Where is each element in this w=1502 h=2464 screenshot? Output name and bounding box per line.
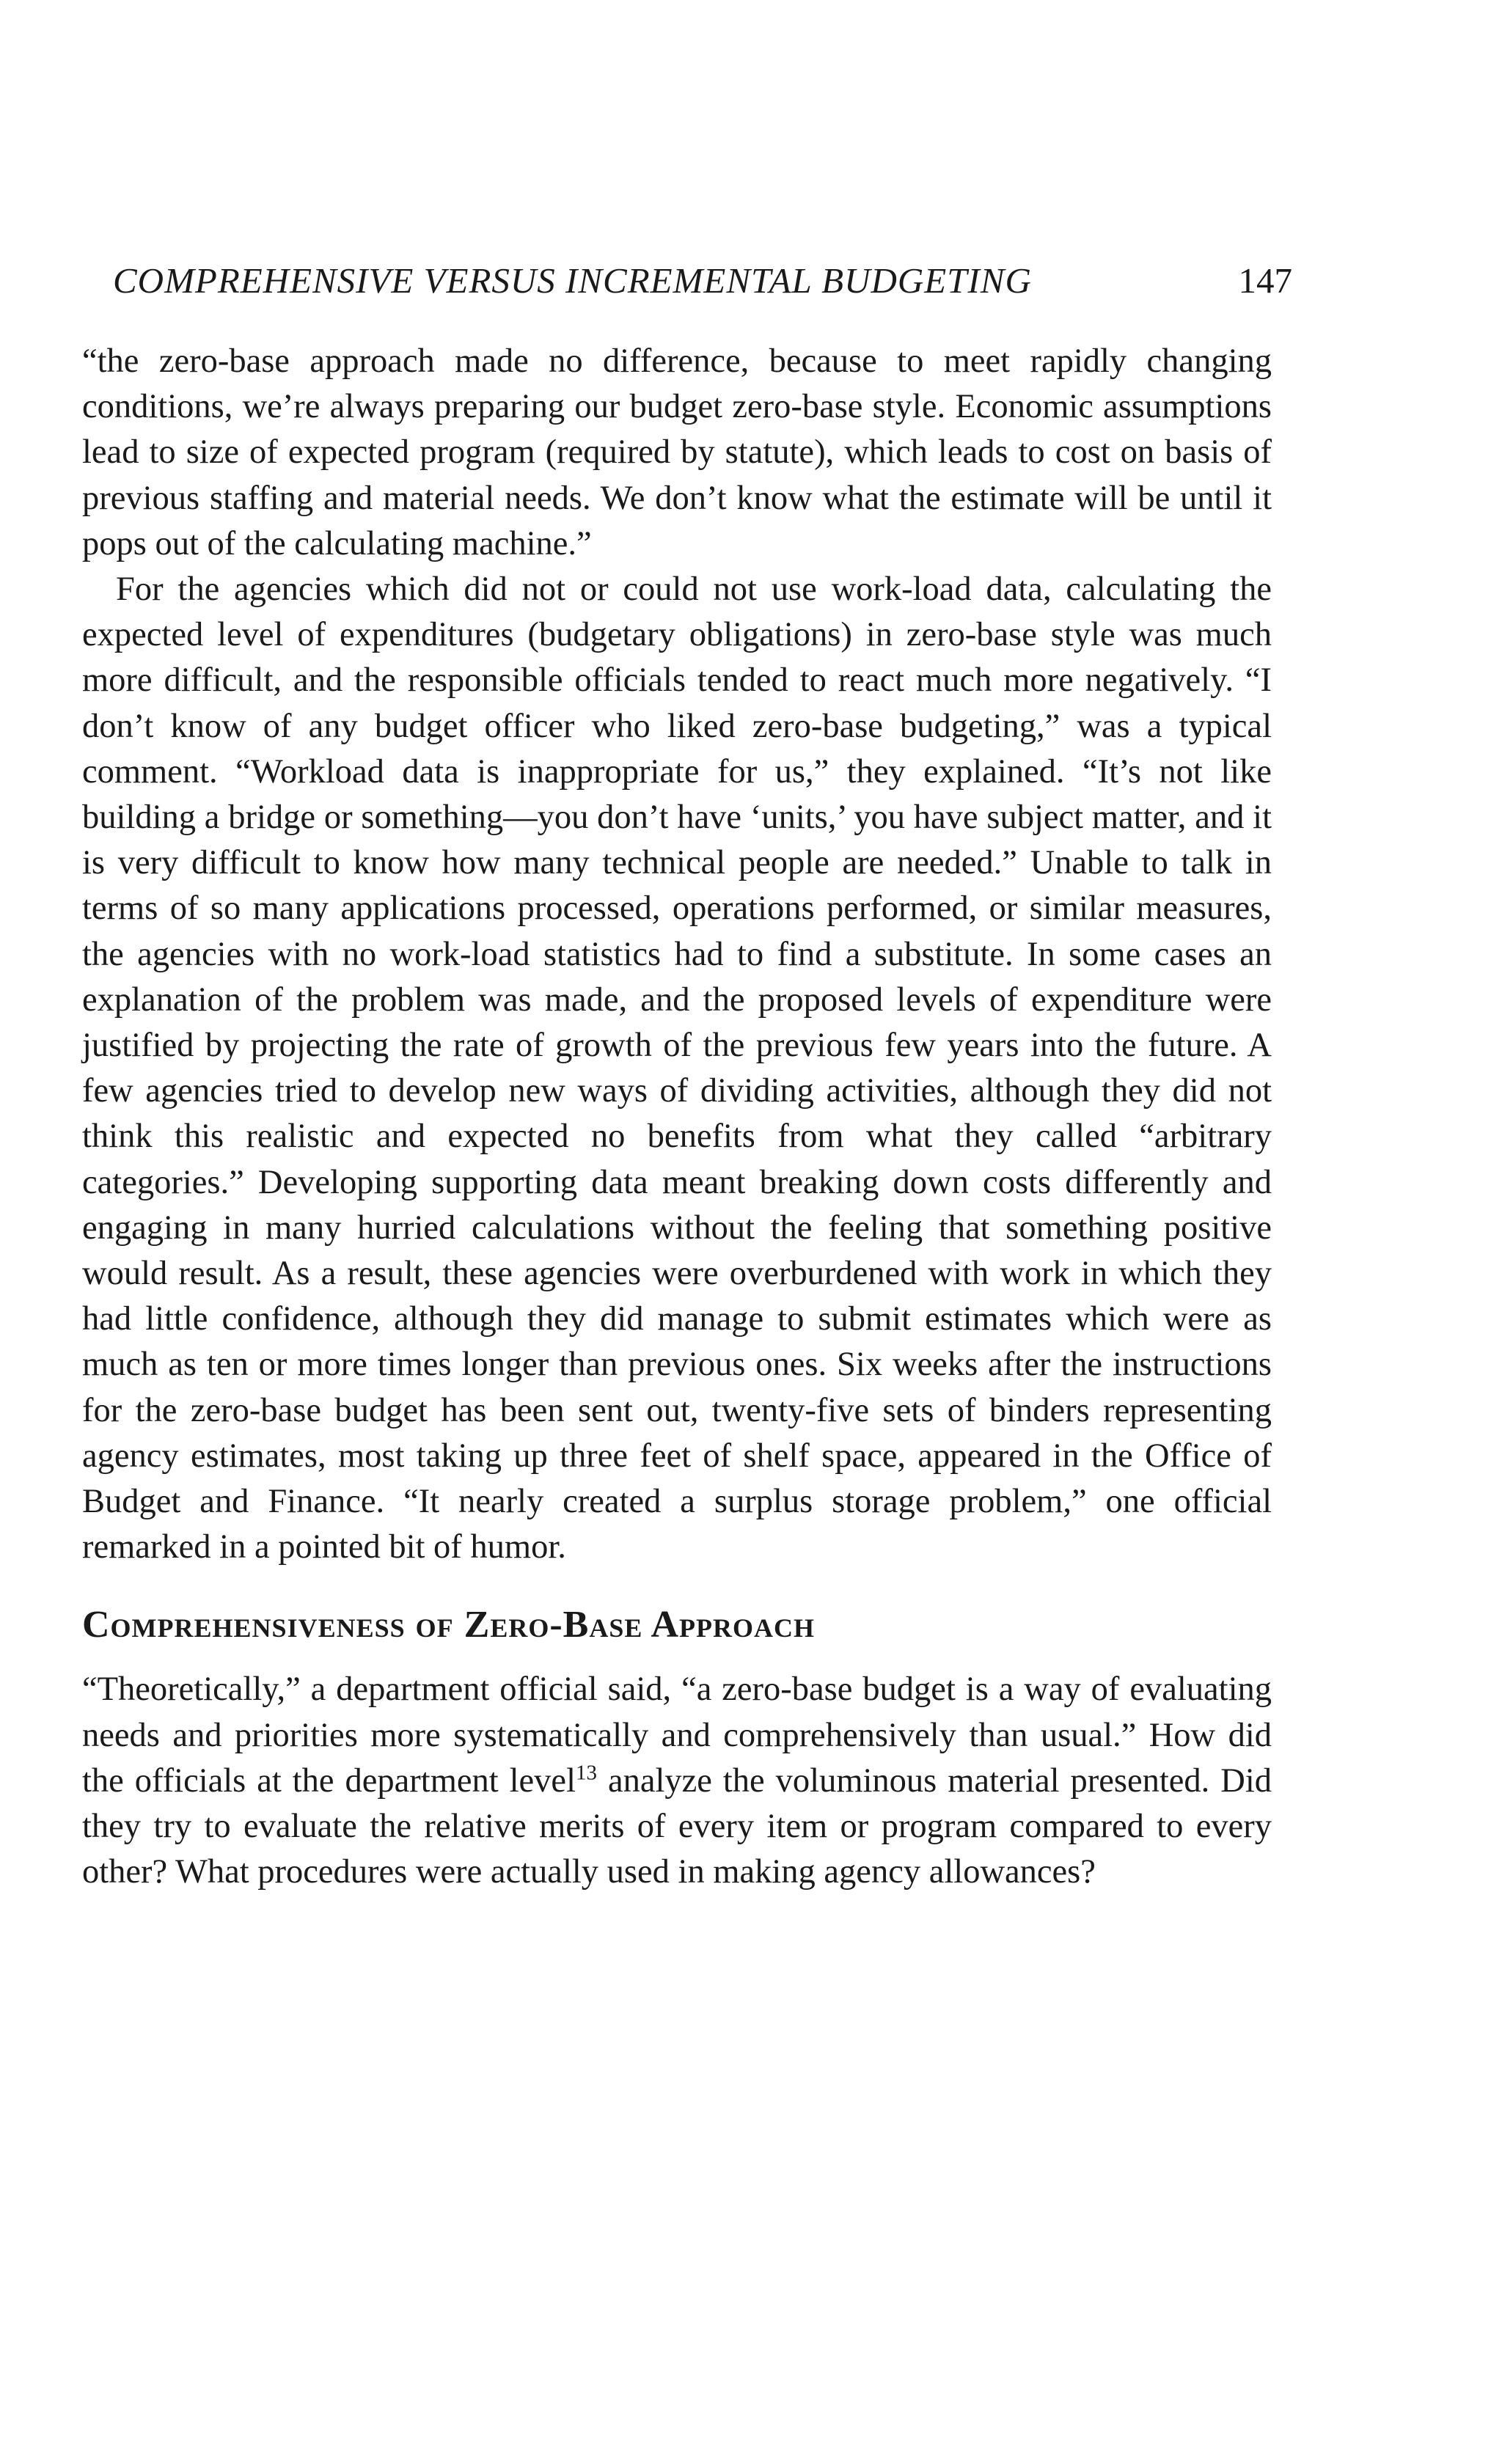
- body-text: [82, 339, 1272, 1896]
- paragraph-workload-data: For the agencies which did not or could not use work-load data, calculating the expected level of expenditures (budgetary obligations) in zero-base style was much more difficult, and the responsible officials tended to react much more negatively. “I don’t know of any budget officer who liked zero-base budgeting,” was a typical comment. “Workload data is inappropriate for us,” they explained. “It’s not like building a bridge or something—you don’t have ‘units,’ you have subject matter, and it is very difficult to know how many technical people are needed.” Unable to talk in terms of so many applications processed, operations performed, or similar measures, the agencies with no work-load statistics had to find a substitute. In some cases an explanation of the problem was made, and the proposed levels of expenditure were justified by projecting the rate of growth of the previous few years into the future. A few agencies tried to develop new ways of dividing activities, although they did not think this realistic and expected no benefits from what they called “arbitrary categories.” Developing supporting data meant breaking down costs differently and engaging in many hurried calculations without the feeling that something positive would result. As a result, these agencies were overburdened with work in which they had little confidence, although they did manage to submit estimates which were as much as ten or more times longer than previous ones. Six weeks after the instructions for the zero-base budget has been sent out, twenty-five sets of binders representing agency estimates, most taking up three feet of shelf space, appeared in the Office of Budget and Finance. “It nearly created a surplus storage problem,” one official remarked in a pointed bit of humor.: [82, 571, 1272, 1566]
- page-header: [113, 255, 1292, 307]
- paragraph-quote-continuation: “the zero-base approach made no difference, because to meet rapidly changing conditions, we’re always preparing our budget zero-base style. Economic assumptions lead to size of expected program (required by statute), which leads to cost on basis of previous staffing and material needs. We don’t know what the estimate will be until it pops out of the calculating machine.”: [82, 342, 1272, 562]
- paragraph-text-part-2: analyze the voluminous material presented. Did they try to evaluate the relative merits of every item or program compared to every other? What procedures were actually used in making agency allowances?: [82, 1761, 1272, 1891]
- page-number: 147: [1238, 260, 1292, 301]
- paragraph-theoretically: [82, 1667, 1272, 1895]
- paragraph-text-part-1: “Theoretically,” a department official said, “a zero-base budget is a way of evaluating needs and priorities more systematically and comprehensively than usual.” How did the officials at the department level: [82, 1671, 1272, 1800]
- running-head: COMPREHENSIVE VERSUS INCREMENTAL BUDGETING: [113, 260, 1032, 301]
- footnote-reference: 13: [576, 1761, 597, 1785]
- section-heading: Comprehensiveness of Zero-Base Approach: [82, 1604, 816, 1646]
